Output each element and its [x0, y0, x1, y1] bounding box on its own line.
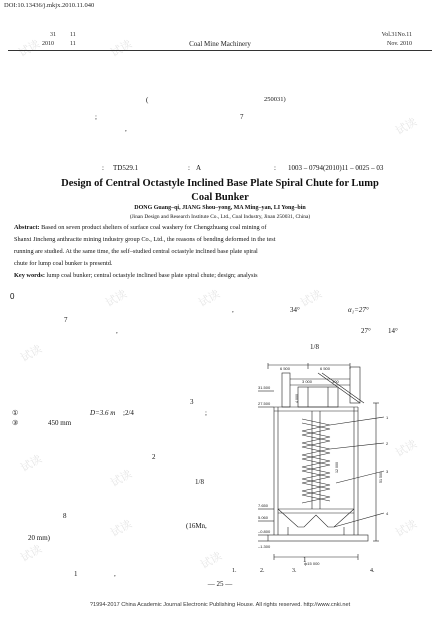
fig-elev-4: 5.060	[258, 515, 269, 520]
body-angle-3: 14°	[388, 327, 398, 335]
body-frac-1: 1/8	[310, 343, 319, 351]
fig-elev-2: 27.500	[258, 401, 271, 406]
fig-dim-mid-2: 300	[332, 379, 339, 384]
watermark: 试读	[18, 342, 45, 365]
fig-dim-v2: 12 000	[335, 462, 339, 473]
body-num-7: 7	[64, 316, 68, 324]
body-angle-1: 34°	[290, 306, 300, 314]
watermark: 试读	[108, 37, 135, 60]
body-circ-3: ③	[12, 419, 19, 427]
watermark: 试读	[16, 37, 43, 60]
watermark: 试读	[393, 115, 420, 138]
fig-elev-top: 31.500	[258, 385, 271, 390]
footer-copyright: ?1994-2017 China Academic Journal Electronic Publishing House. All rights reserved. http://www.cnki.net	[89, 602, 351, 608]
figure-bunker-schematic	[258, 363, 408, 568]
doc-code: A	[196, 164, 202, 172]
body-comma: ,	[232, 306, 234, 314]
body-circ-2: ;2/4	[123, 409, 134, 417]
figure-number: 1	[303, 556, 307, 564]
body-num-1: 1	[74, 570, 78, 578]
watermark: 试读	[198, 549, 225, 572]
abstract	[14, 222, 426, 282]
caption-2: 2.	[260, 568, 265, 574]
fig-elev-3: 7.650	[258, 503, 269, 508]
keywords: lump coal bunker; central octastyle inclined base plate spiral chute; design; analysis	[46, 272, 258, 279]
body-alpha: α₁=27°	[348, 306, 369, 314]
caption-4: 4.	[370, 568, 375, 574]
watermark: 试读	[298, 287, 325, 310]
body-steel: (16Mn,	[186, 522, 207, 530]
fig-dim-v1: 51 500	[379, 472, 383, 483]
affiliation: (Jinan Design and Research Institute Co., Ltd., Coal Industry, Jinan 250031, China)	[129, 214, 311, 220]
body-frac-2: 1/8	[195, 478, 204, 486]
fig-diameter: ф15 000	[304, 561, 320, 566]
fig-callout-2: 2	[386, 441, 389, 446]
abstract-cn-num: 7	[240, 113, 244, 121]
watermark: 试读	[103, 287, 130, 310]
fig-elev-5: –0.800	[258, 529, 271, 534]
title-line-2: Coal Bunker	[191, 192, 249, 203]
watermark: 试读	[108, 467, 135, 490]
addr-paren: (	[146, 96, 149, 104]
watermark: 试读	[196, 287, 223, 310]
keywords-label: Key words:	[14, 272, 45, 279]
body-circ-1: ①	[12, 409, 19, 417]
article-id-colon: :	[274, 164, 276, 172]
abstract-line: Based on seven product shelters of surface coal washery for Chengzhuang coal mining of	[41, 224, 267, 231]
body-20mm: 20 mm)	[28, 534, 50, 542]
fig-callout-1: 1	[386, 415, 389, 420]
class-no-colon: :	[102, 164, 104, 172]
watermark: 试读	[18, 452, 45, 475]
body-num-8: 8	[63, 512, 67, 520]
header-left-no: 11	[70, 32, 76, 38]
fig-callout-4: 4	[386, 511, 389, 516]
body-d-value: D=3.6 m	[90, 409, 116, 417]
fig-dim-top-1: 6 500	[280, 366, 291, 371]
doc-code-colon: :	[188, 164, 190, 172]
authors: DONG Guang–qi, JIANG Shou–yong, MA Ming–yan, LI Yong–bin	[134, 205, 306, 211]
abstract-cn-mark: ,	[125, 125, 127, 133]
body-comma: ,	[116, 327, 118, 335]
header-left-month: 11	[70, 41, 76, 47]
article-id: 1003 – 0794(2010)11 – 0025 – 03	[288, 164, 384, 172]
fig-callout-3: 3	[386, 469, 389, 474]
abstract-line: running are studied. At the same time, the self–studied central octastyle inclined base plate spiral	[14, 248, 258, 255]
header-left-vol: 31	[50, 32, 56, 38]
watermark: 试读	[18, 542, 45, 565]
abstract-cn-colon: ;	[95, 113, 97, 121]
body-comma: ,	[114, 570, 116, 578]
header-right-vol: Vol.31No.11	[381, 32, 412, 38]
body-num-3: 3	[190, 398, 194, 406]
watermark: 试读	[393, 437, 420, 460]
journal-name: Coal Mine Machinery	[189, 40, 251, 48]
doi: DOI:10.13436/j.mkjx.2010.11.040	[4, 2, 95, 9]
header-rule	[8, 50, 432, 51]
caption-1: 1.	[232, 568, 237, 574]
abstract-line: Shanxi Jincheng anthracite mining industry group Co., Ltd., the reasons of bending deformed in the test	[14, 236, 276, 243]
fig-elev-6: –1.300	[258, 544, 271, 549]
watermark: 试读	[108, 517, 135, 540]
fig-dim-top-2: 6 500	[320, 366, 331, 371]
body-num-2: 2	[152, 453, 156, 461]
body-semicolon: ;	[205, 409, 207, 417]
body-angle-2: 27°	[361, 327, 371, 335]
caption-3: 3.	[292, 568, 297, 574]
section-0: 0	[10, 292, 15, 301]
abstract-line: chute for lump coal bunker is presentd.	[14, 260, 113, 267]
page-number: — 25 —	[207, 580, 233, 588]
postal-code: 250031)	[264, 96, 286, 103]
abstract-label: Abstract:	[14, 224, 40, 231]
class-no: TD529.1	[113, 164, 139, 172]
title-line-1: Design of Central Octastyle Inclined Base Plate Spiral Chute for Lump	[61, 178, 379, 189]
fig-dim-mid-1: 3 000	[302, 379, 313, 384]
body-450mm: 450 mm	[48, 419, 72, 427]
header-right-date: Nov. 2010	[387, 41, 412, 47]
fig-dim-v3: 4 000	[295, 394, 299, 403]
header-left-year: 2010	[42, 41, 54, 47]
watermark: 试读	[393, 517, 420, 540]
